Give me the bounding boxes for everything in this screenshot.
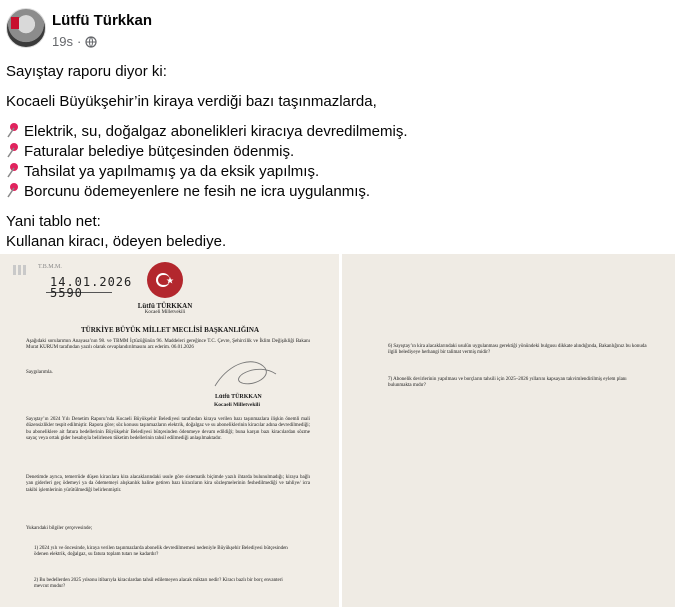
party-logo [8,264,30,278]
question-1: 1) 2024 yılı ve öncesinde, kiraya verilen taşınmazlarda abonelik devredilmemesi nedeniyle Büyükşehir Belediyesi bütçesinden ödenen elektrik, doğalgaz, su fatura toplam tutarı ne kadardır? [34,546,288,558]
pushpin-icon [6,182,20,198]
document-author-title: Kocaeli Milletvekili [144,310,186,315]
post-meta [52,34,97,49]
question-7: 7) Abonelik devirlerinin yapılması ve borçların tahsili için 2025–2026 yıllarını kapsayan takvimlendirilmiş eylem planı bulunmakta mıdır? [388,377,627,389]
document-body-1: Sayıştay’ın 2024 Yılı Denetim Raporu’nda Kocaeli Büyükşehir Belediyesi tarafından kiraya verilen bazı taşınmazlara ilişkin önemli mali düzensizlikler tespit edilmiştir. Rapora göre; söz konusu taşınmazların elektrik, doğalgaz ve su aboneliklerinin kiracılar adına devredilmediği; bu aboneliklere ait fatura bedellerinin Büyükşehir Belediyesi bütçesinden ödenmeye devam edildiği; buna karşın bazı kiracılardan sözme sayaç veya ortak gider hesabıyla belirlenen tüketim bedellerinin tahsil edilmediği anlaşılmaktadır. [26,417,310,442]
author-name[interactable]: Lütfü Türkkan [52,12,152,29]
document-page-1[interactable] [0,254,339,607]
post-header [0,0,675,56]
globe-icon [85,36,97,48]
post-images [0,254,675,607]
post-line: Yani tablo net: [6,213,101,230]
question-6: 6) Sayıştay’ın kira alacaklarındaki usulün uygulanması gerektiği yönündeki bulgusu dikkate alındığında, Bakanlığınız bu konuda ilgili belediyeye herhangi bir talimat vermiş midir? [388,344,647,356]
post-line: Kocaeli Büyükşehir’in kiraya verdiği bazı taşınmazlarda, [6,93,377,110]
signature-title: Kocaeli Milletvekili [214,402,260,408]
post-line: Tahsilat ya yapılmamış ya da eksik yapılmış. [6,162,666,182]
pushpin-icon [6,122,20,138]
signature-name: Lütfü TÜRKKAN [215,394,262,400]
meta-separator: · [76,34,82,49]
post-line: Borcunu ödemeyenlere ne fesih ne icra uygulanmış. [6,182,666,202]
document-intro: Aşağıdaki sorularımın Anayasa’nın 98. ve TBMM İçtüzüğünün 96. Maddeleri gereğince T.C. Çevre, Şehircilik ve İklim Değişikliği Bakanı Murat KURUM tarafından yazılı olarak cevaplandırılmasını arz ederim. 06.01.2026 [26,339,310,351]
tbmm-emblem-icon [147,262,183,298]
pushpin-icon [6,162,20,178]
document-page-2[interactable] [342,254,675,607]
post-line: Sayıştay raporu diyor ki: [6,63,167,80]
handwritten-date: 14.01.2026 [50,275,133,289]
question-2: 2) Bu bedellerden 2025 yılsonu itibarıyla kiracılardan tahsil edilemeyen alacak miktarı nedir? Kiracı bazlı bir borç envanteri mevcut mudur? [34,578,283,590]
questions-intro: Yukarıdaki bilgiler çerçevesinde; [26,526,93,531]
pushpin-icon [6,142,20,158]
tbmm-stamp: T.B.M.M. [38,264,62,270]
document-body-2: Denetimde ayrıca, temerrüde düşen kiracılara kira alacaklarındaki usule göre sistematik biçimde yazılı ihtarda bulunulmadığı; kiraya bağlı yan giderleri geç ödemeyi ya da ödememeyi alışkanlık haline getiren bazı kiracıların kira sözleşmelerinin feshedilmediği ve tahliye/ icra takibi işlemlerinin yürütülmediği belirlenmiştir. [26,475,310,493]
document-regards: Saygılarımla. [26,370,53,375]
document-heading: TÜRKİYE BÜYÜK MİLLET MECLİSİ BAŞKANLIĞINA [80,326,260,334]
post-line: Elektrik, su, doğalgaz abonelikleri kiracıya devredilmemiş. [6,122,666,142]
post-time[interactable]: 19s [52,34,73,49]
handwritten-number: 5590 [50,286,83,300]
avatar[interactable] [6,8,46,48]
post-line: Kullanan kiracı, ödeyen belediye. [6,233,227,250]
post-text [6,62,666,252]
signature [210,356,280,394]
post-line: Faturalar belediye bütçesinden ödenmiş. [6,142,666,162]
document-author: Lütfü TÜRKKAN [137,302,193,310]
